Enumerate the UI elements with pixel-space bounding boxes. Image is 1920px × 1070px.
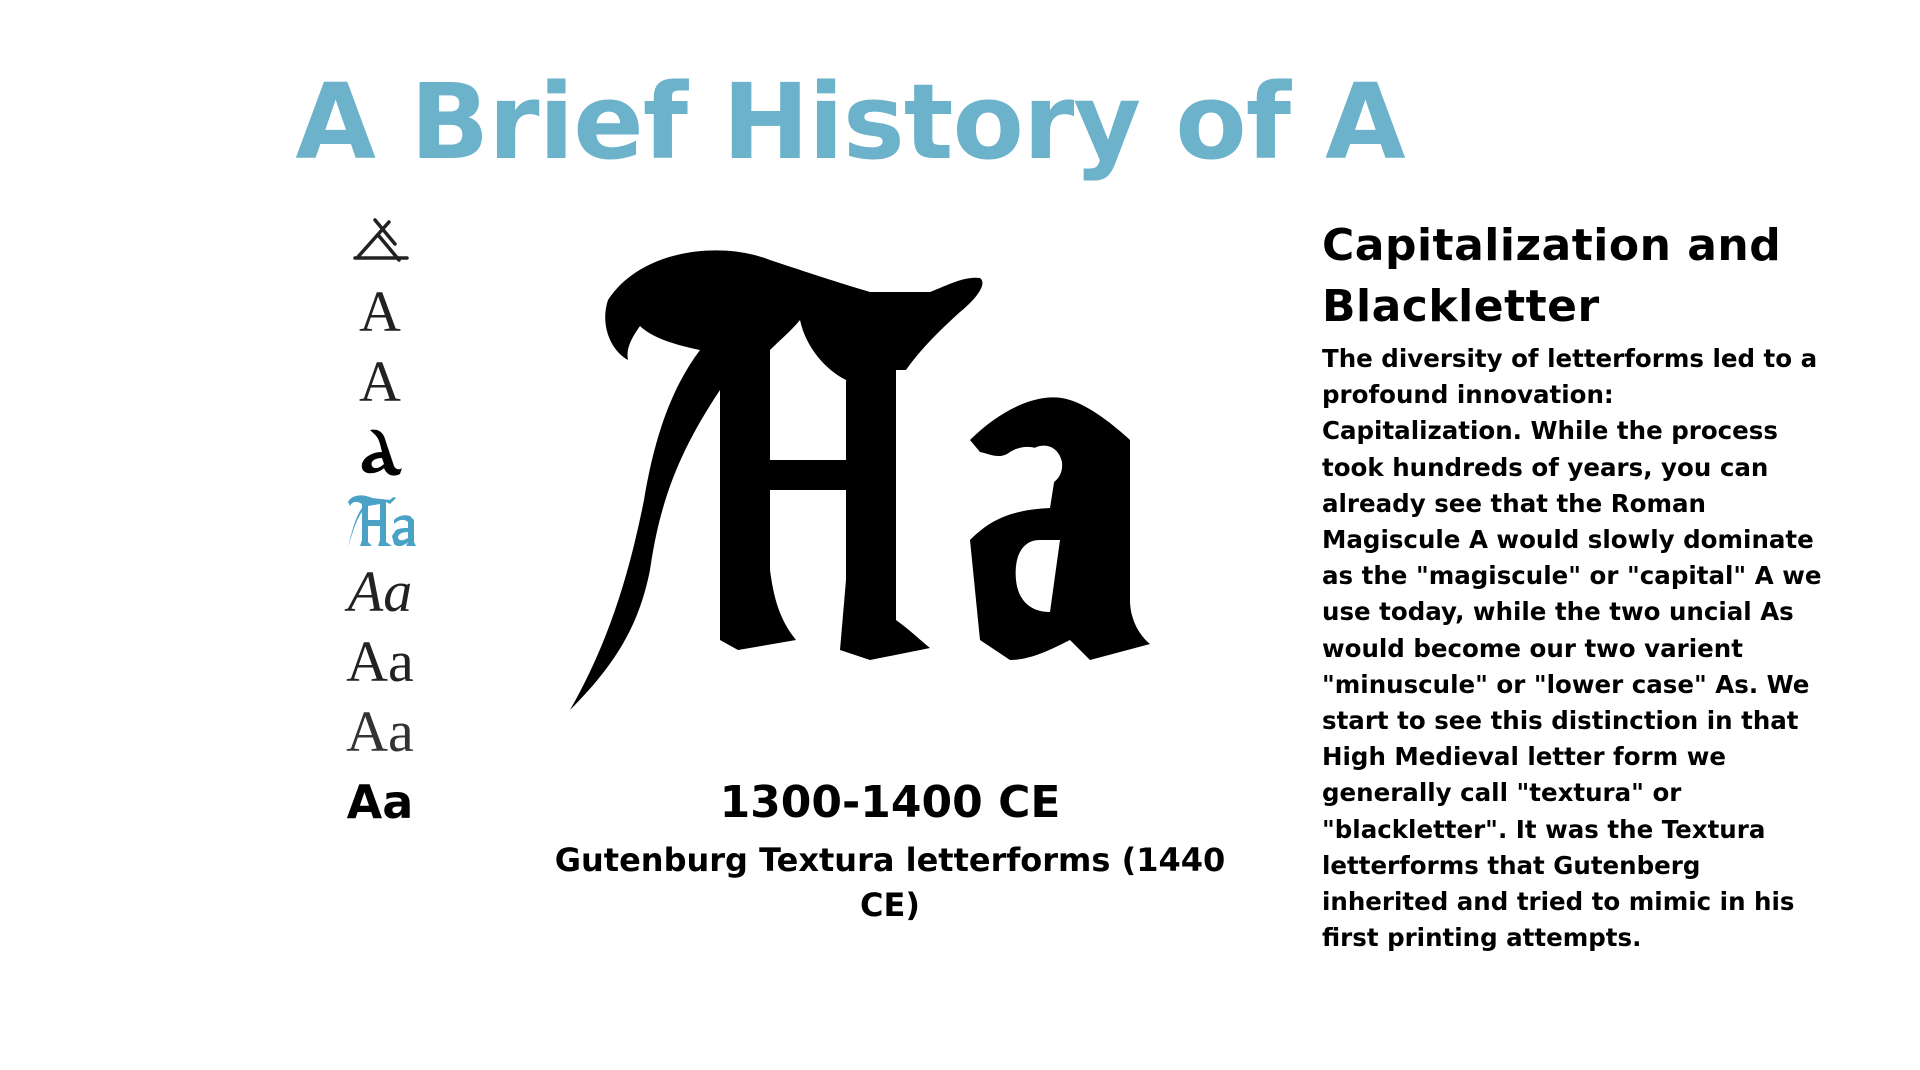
info-panel (1322, 215, 1822, 956)
page-title: A Brief History of A (295, 61, 1405, 183)
uncial-a-icon (350, 420, 410, 480)
timeline-item-blackletter[interactable] (340, 490, 420, 554)
letterform-timeline (340, 210, 420, 830)
timeline-item-uncial-a[interactable] (340, 420, 420, 484)
featured-caption: Gutenburg Textura letterforms (1440 CE) (554, 841, 1226, 924)
timeline-item-italic[interactable]: Aa (347, 559, 413, 624)
blackletter-aa-icon (342, 490, 418, 554)
timeline-item-sans[interactable]: Aa (346, 775, 414, 829)
proto-a-sketch-icon (345, 210, 415, 270)
timeline-item-transitional[interactable]: Aa (346, 699, 414, 764)
featured-blackletter-aa-image (570, 240, 1200, 770)
featured-date: 1300-1400 CE (719, 777, 1061, 828)
timeline-item-proto-sinaitic[interactable] (340, 210, 420, 274)
timeline-item-old-style[interactable]: Aa (346, 629, 414, 694)
panel-body-text: The diversity of letterforms led to a profound innovation: Capitalization. While the process took hundreds of years, you can already see that the Roman Magiscule A would slowly dominate as the "magiscule" or "capital" A we use today, while the two uncial As would become our two varient "minuscule" or "lower case" As. We start to see this distinction in that High Medieval letter form we generally call "textura" or "blackletter". It was the Textura letterforms that Gutenberg inherited and tried to mimic in his first printing attempts. (1322, 344, 1822, 953)
timeline-item-roman-a[interactable]: A (359, 349, 401, 414)
timeline-item-greek-a[interactable]: A (359, 279, 401, 344)
panel-heading: Capitalization and Blackletter (1322, 220, 1782, 332)
